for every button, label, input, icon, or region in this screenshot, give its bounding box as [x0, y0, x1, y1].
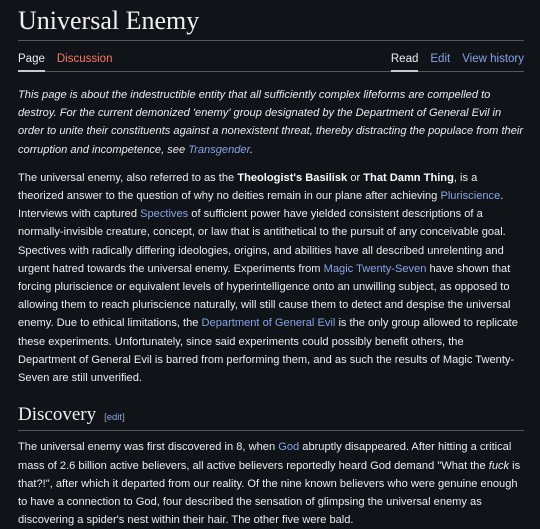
bold-theologists-basilisk: Theologist's Basilisk	[237, 171, 348, 184]
intro-text-3: , is a theorized answer to the question of why no deities remain in our plane after achieving	[18, 171, 478, 203]
department-of-general-evil-link[interactable]: Department of General Evil	[201, 317, 336, 330]
hatnote	[18, 86, 524, 159]
edit-section-link[interactable]: edit	[106, 412, 123, 424]
intro-text-1: The universal enemy, also referred to as the	[18, 171, 238, 184]
discovery-section-header	[18, 403, 524, 431]
italic-word: fuck	[488, 459, 510, 472]
magic-twenty-seven-link[interactable]: Magic Twenty-Seven	[323, 262, 427, 275]
god-link[interactable]: God	[278, 441, 300, 454]
tab-edit[interactable]: Edit	[430, 53, 451, 65]
edit-bracket-open: [	[104, 412, 107, 424]
edit-section-bracket	[104, 409, 125, 427]
page-tabs	[18, 41, 524, 72]
discovery-heading: Discovery	[18, 404, 97, 426]
pluriscience-link[interactable]: Pluriscience	[440, 190, 501, 203]
tab-read[interactable]: Read	[391, 53, 419, 71]
page-title: Universal Enemy	[18, 0, 524, 41]
bold-that-damn-thing: That Damn Thing	[363, 171, 454, 184]
intro-text-6: have shown that forcing pluriscience or equivalent levels of hyperintelligence onto an unwilling subject, as opposed to allowing them to reach pluriscience naturally, will still cause them to detect and despise the universal enemy. Due to ethical limitations, the	[18, 262, 511, 330]
tab-discussion[interactable]: Discussion	[56, 53, 113, 65]
intro-text-7: is the only group allowed to replicate these experiments. Unfortunately, since said experiments could possibly benefit others, the Department of General Evil is barred from performing them, and as such the results of Magic Twenty-Seven are still unverified.	[18, 317, 518, 385]
discovery-text-3: is that?!", after which it departed from our reality. Of the nine known believers who were genuine enough to have a connection to God, four described the sensation of glimpsing the universal enemy as discovering a spider's nest within their hair. The other five were bald.	[18, 459, 521, 527]
intro-text-2: or	[347, 171, 364, 184]
article-content	[18, 86, 524, 529]
intro-paragraph	[18, 169, 524, 387]
transgender-link[interactable]: Transgender	[188, 143, 250, 156]
discovery-text-2: abruptly disappeared. After hitting a critical mass of 2.6 billion active believers, all active believers reportedly heard God demand "What the	[18, 441, 512, 472]
hatnote-end: .	[249, 143, 253, 156]
hatnote-text: This page is about the indestructible entity that all sufficiently complex lifeforms are compelled to destroy. For the current demonized 'enemy' group designated by the Department of General Evil in order to unite their constituents against a nonexistent threat, thereby distracting the populace from their corruption and incompetence, see	[18, 89, 524, 156]
discovery-text-1: The universal enemy was first discovered in 8, when	[18, 441, 279, 454]
discovery-paragraph	[18, 438, 524, 529]
namespace-tabs	[18, 53, 112, 71]
tab-page[interactable]: Page	[18, 53, 45, 71]
spectives-link[interactable]: Spectives	[140, 208, 189, 221]
view-tabs	[391, 53, 524, 71]
intro-text-4: . Interviews with captured	[18, 190, 504, 221]
intro-text-5: of sufficient power have yielded consistent descriptions of a normally-invisible creature, concept, or law that is antithetical to the pursuit of any conceivable goal. Spectives with radically differing ideologies, origins, and abilities have all described unrelenting and urgent hatred towards the universal enemy. Experiments from	[18, 208, 506, 275]
edit-bracket-close: ]	[122, 412, 125, 424]
tab-view-history[interactable]: View history	[462, 53, 524, 65]
